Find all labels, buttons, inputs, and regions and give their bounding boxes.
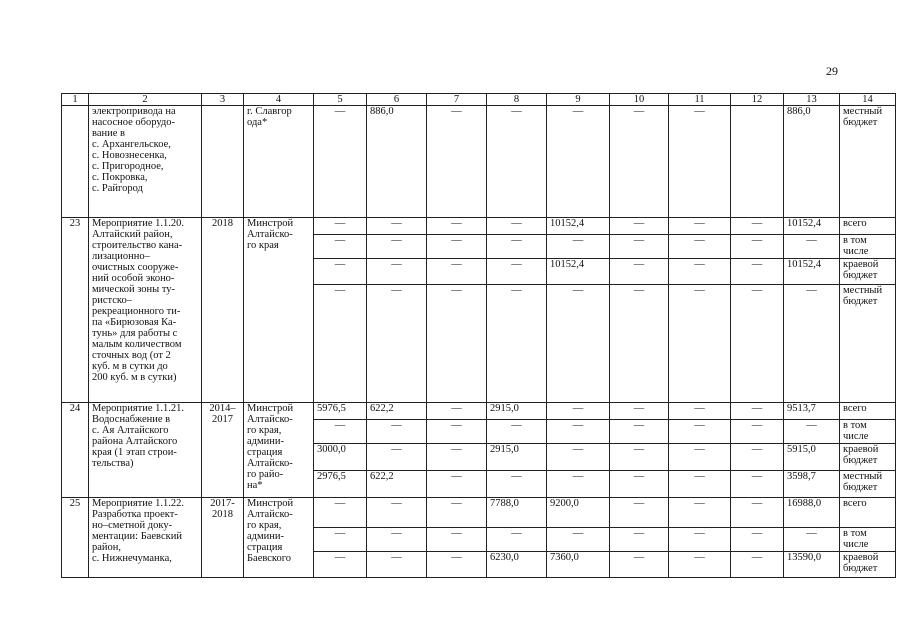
- value-cell: —: [547, 106, 610, 218]
- value-cell: —: [314, 528, 367, 552]
- value-cell: —: [367, 498, 427, 528]
- value-cell: —: [314, 106, 367, 218]
- value-cell: —: [427, 259, 487, 285]
- value-cell: 2976,5: [314, 471, 367, 498]
- value-cell: —: [314, 218, 367, 235]
- value-cell: —: [367, 259, 427, 285]
- source-cell: краевой бюджет: [840, 552, 896, 578]
- value-cell: —: [610, 471, 669, 498]
- value-cell: —: [669, 285, 731, 403]
- value-cell: —: [610, 498, 669, 528]
- source-cell: всего: [840, 498, 896, 528]
- column-header: 12: [731, 94, 784, 106]
- value-cell: —: [427, 285, 487, 403]
- executor-cell: г. Славгор ода*: [244, 106, 314, 218]
- value-cell: —: [487, 218, 547, 235]
- source-cell: местный бюджет: [840, 106, 896, 218]
- value-cell: —: [547, 444, 610, 471]
- value-cell: —: [427, 420, 487, 444]
- table-row-24: [62, 403, 896, 420]
- value-cell: —: [610, 403, 669, 420]
- value-cell: —: [610, 285, 669, 403]
- value-cell: —: [314, 259, 367, 285]
- value-cell: —: [731, 285, 784, 403]
- total-cell: —: [784, 285, 840, 403]
- value-cell: 2915,0: [487, 403, 547, 420]
- measure-description: Мероприятие 1.1.22. Разработка проект- но–сметной доку- ментации: Баевский район, с. Нижнечуманка,: [89, 498, 202, 578]
- value-cell: —: [610, 218, 669, 235]
- value-cell: —: [669, 106, 731, 218]
- value-cell: —: [610, 444, 669, 471]
- value-cell: —: [367, 420, 427, 444]
- value-cell: —: [427, 106, 487, 218]
- table-row-25: [62, 498, 896, 528]
- value-cell: —: [669, 420, 731, 444]
- source-cell: краевой бюджет: [840, 259, 896, 285]
- value-cell: —: [487, 528, 547, 552]
- value-cell: —: [669, 218, 731, 235]
- source-cell: в том числе: [840, 420, 896, 444]
- value-cell: —: [610, 420, 669, 444]
- column-header: 5: [314, 94, 367, 106]
- executor-cell: Минстрой Алтайско- го края, админи- страция Баевского: [244, 498, 314, 578]
- year-cell: 2014– 2017: [202, 403, 244, 498]
- value-cell: —: [731, 218, 784, 235]
- value-cell: —: [610, 552, 669, 578]
- value-cell: —: [367, 528, 427, 552]
- value-cell: 10152,4: [547, 259, 610, 285]
- value-cell: —: [487, 259, 547, 285]
- value-cell: —: [610, 235, 669, 259]
- value-cell: 886,0: [367, 106, 427, 218]
- executor-cell: Минстрой Алтайско- го края: [244, 218, 314, 403]
- value-cell: —: [314, 285, 367, 403]
- year-cell: 2018: [202, 218, 244, 403]
- row-number-cell: [62, 106, 89, 218]
- value-cell: —: [610, 106, 669, 218]
- value-cell: [731, 106, 784, 218]
- value-cell: —: [731, 420, 784, 444]
- value-cell: 622,2: [367, 403, 427, 420]
- total-cell: 13590,0: [784, 552, 840, 578]
- value-cell: —: [669, 444, 731, 471]
- value-cell: —: [669, 471, 731, 498]
- total-cell: 16988,0: [784, 498, 840, 528]
- value-cell: —: [487, 285, 547, 403]
- value-cell: —: [427, 528, 487, 552]
- value-cell: 6230,0: [487, 552, 547, 578]
- total-cell: 5915,0: [784, 444, 840, 471]
- source-cell: местный бюджет: [840, 285, 896, 403]
- column-header: 6: [367, 94, 427, 106]
- value-cell: —: [547, 471, 610, 498]
- measure-description: электропривода на насосное оборудо- вание в с. Архангельское, с. Новознесенка, с. Пригородное, с. Покровка, с. Райгород: [89, 106, 202, 218]
- value-cell: —: [731, 403, 784, 420]
- total-cell: 10152,4: [784, 218, 840, 235]
- value-cell: 10152,4: [547, 218, 610, 235]
- total-cell: —: [784, 528, 840, 552]
- value-cell: —: [427, 444, 487, 471]
- value-cell: —: [367, 218, 427, 235]
- value-cell: —: [547, 528, 610, 552]
- total-cell: —: [784, 235, 840, 259]
- value-cell: —: [669, 528, 731, 552]
- value-cell: —: [314, 235, 367, 259]
- value-cell: 5976,5: [314, 403, 367, 420]
- value-cell: —: [427, 235, 487, 259]
- value-cell: —: [314, 420, 367, 444]
- value-cell: —: [610, 259, 669, 285]
- value-cell: —: [367, 235, 427, 259]
- value-cell: —: [547, 285, 610, 403]
- value-cell: 7788,0: [487, 498, 547, 528]
- page-number: 29: [826, 64, 838, 78]
- year-cell: [202, 106, 244, 218]
- value-cell: —: [731, 444, 784, 471]
- value-cell: —: [367, 444, 427, 471]
- source-cell: краевой бюджет: [840, 444, 896, 471]
- column-header: 7: [427, 94, 487, 106]
- column-header: 8: [487, 94, 547, 106]
- column-header: 4: [244, 94, 314, 106]
- value-cell: —: [731, 552, 784, 578]
- value-cell: —: [547, 235, 610, 259]
- measure-description: Мероприятие 1.1.20. Алтайский район, строительство кана- лизационно– очистных сооруже- ний особой эконо- мической зоны ту- ристско– рекреационного ти- па «Бирюзовая Ка- тунь» для работы с малым количеством сточных вод (от 2 куб. м в сутки до 200 куб. м в сутки): [89, 218, 202, 403]
- value-cell: —: [731, 471, 784, 498]
- column-header: 2: [89, 94, 202, 106]
- value-cell: 9200,0: [547, 498, 610, 528]
- budget-table: [61, 93, 896, 578]
- value-cell: —: [669, 403, 731, 420]
- measure-description: Мероприятие 1.1.21. Водоснабжение в с. Ая Алтайского района Алтайского края (1 этап строи- тельства): [89, 403, 202, 498]
- column-header: 11: [669, 94, 731, 106]
- year-cell: 2017- 2018: [202, 498, 244, 578]
- column-header: 1: [62, 94, 89, 106]
- value-cell: —: [427, 403, 487, 420]
- value-cell: —: [427, 552, 487, 578]
- value-cell: —: [547, 420, 610, 444]
- column-header: 13: [784, 94, 840, 106]
- value-cell: —: [731, 259, 784, 285]
- value-cell: —: [427, 471, 487, 498]
- table-row-23: [62, 218, 896, 235]
- column-header: 10: [610, 94, 669, 106]
- column-header: 9: [547, 94, 610, 106]
- total-cell: 10152,4: [784, 259, 840, 285]
- value-cell: —: [669, 498, 731, 528]
- total-cell: 9513,7: [784, 403, 840, 420]
- executor-cell: Минстрой Алтайско- го края, админи- страция Алтайско- го райо- на*: [244, 403, 314, 498]
- source-cell: в том числе: [840, 528, 896, 552]
- value-cell: —: [427, 218, 487, 235]
- value-cell: —: [487, 420, 547, 444]
- value-cell: —: [427, 498, 487, 528]
- value-cell: —: [547, 403, 610, 420]
- value-cell: —: [610, 528, 669, 552]
- value-cell: —: [487, 106, 547, 218]
- value-cell: —: [731, 528, 784, 552]
- row-number-cell: 23: [62, 218, 89, 403]
- row-number-cell: 25: [62, 498, 89, 578]
- source-cell: в том числе: [840, 235, 896, 259]
- value-cell: —: [731, 235, 784, 259]
- value-cell: 2915,0: [487, 444, 547, 471]
- value-cell: 7360,0: [547, 552, 610, 578]
- source-cell: местный бюджет: [840, 471, 896, 498]
- value-cell: —: [367, 552, 427, 578]
- value-cell: 3000,0: [314, 444, 367, 471]
- table-row-continuation: [62, 106, 896, 218]
- source-cell: всего: [840, 403, 896, 420]
- value-cell: —: [669, 259, 731, 285]
- column-header: 3: [202, 94, 244, 106]
- total-cell: 886,0: [784, 106, 840, 218]
- value-cell: —: [314, 498, 367, 528]
- value-cell: —: [669, 552, 731, 578]
- value-cell: 622,2: [367, 471, 427, 498]
- value-cell: —: [731, 498, 784, 528]
- value-cell: —: [669, 235, 731, 259]
- source-cell: всего: [840, 218, 896, 235]
- total-cell: 3598,7: [784, 471, 840, 498]
- column-header: 14: [840, 94, 896, 106]
- value-cell: —: [487, 235, 547, 259]
- total-cell: —: [784, 420, 840, 444]
- value-cell: —: [367, 285, 427, 403]
- value-cell: —: [314, 552, 367, 578]
- value-cell: —: [487, 471, 547, 498]
- row-number-cell: 24: [62, 403, 89, 498]
- column-number-row: [62, 94, 896, 106]
